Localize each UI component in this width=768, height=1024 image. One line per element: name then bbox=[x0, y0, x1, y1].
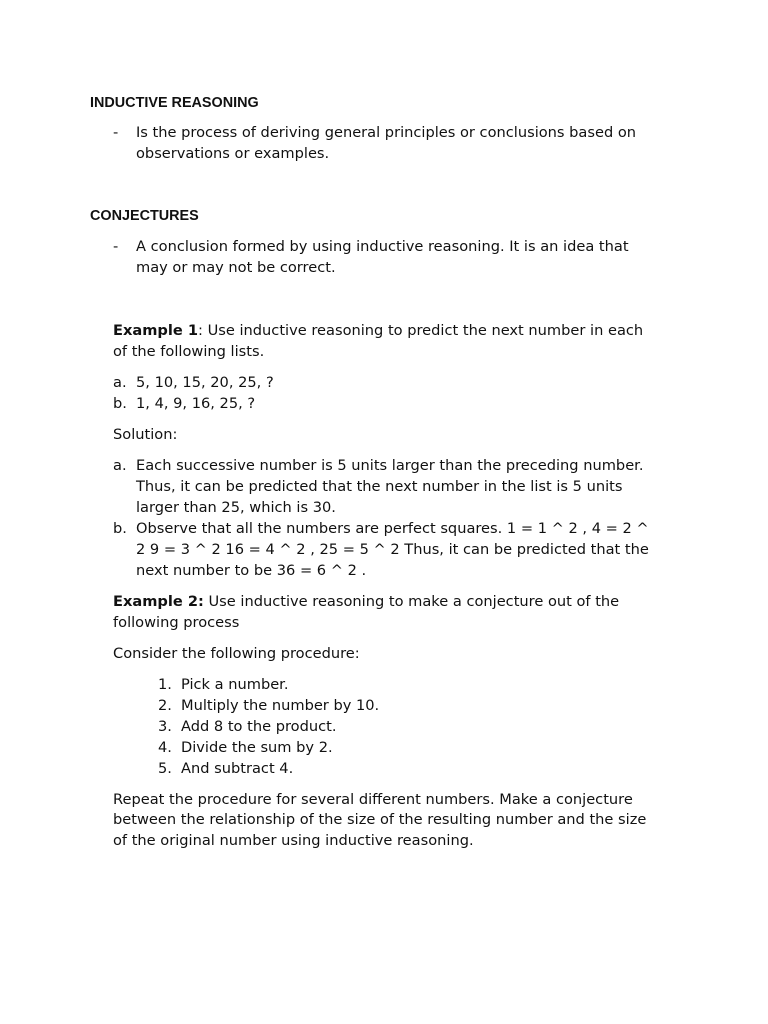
list-marker: a. bbox=[113, 457, 127, 474]
procedure-intro: Consider the following procedure: bbox=[113, 645, 360, 662]
heading-conjectures: CONJECTURES bbox=[90, 208, 199, 224]
example1-prompt-line bbox=[113, 320, 643, 341]
solution-line: Thus, it can be predicted that the next number in the list is 5 units bbox=[136, 478, 623, 495]
procedure-step: Divide the sum by 2. bbox=[181, 739, 333, 756]
number-list-item: 1, 4, 9, 16, 25, ? bbox=[136, 395, 256, 412]
procedure-step: And subtract 4. bbox=[181, 760, 294, 777]
definition-line: A conclusion formed by using inductive reasoning. It is an idea that bbox=[136, 238, 629, 255]
list-marker: a. bbox=[113, 374, 127, 391]
step-number: 5. bbox=[158, 760, 172, 777]
heading-inductive-reasoning: INDUCTIVE REASONING bbox=[90, 95, 259, 111]
step-number: 4. bbox=[158, 739, 172, 756]
example1-label: Example 1 bbox=[113, 322, 199, 339]
step-number: 3. bbox=[158, 718, 172, 735]
definition-line: Is the process of deriving general principles or conclusions based on bbox=[136, 124, 637, 141]
example2-prompt-text: Use inductive reasoning to make a conjecture out of the bbox=[203, 593, 620, 610]
solution-line: Observe that all the numbers are perfect squares. 1 = 1 ^ 2 , 4 = 2 ^ bbox=[136, 520, 649, 537]
closing-line: Repeat the procedure for several different numbers. Make a conjecture bbox=[113, 791, 633, 808]
solution-line: Each successive number is 5 units larger than the preceding number. bbox=[136, 457, 644, 474]
solution-line: 2 9 = 3 ^ 2 16 = 4 ^ 2 , 25 = 5 ^ 2 Thus, it can be predicted that the bbox=[136, 541, 649, 558]
procedure-step: Multiply the number by 10. bbox=[181, 697, 380, 714]
solution-label: Solution: bbox=[113, 426, 178, 443]
solution-line: next number to be 36 = 6 ^ 2 . bbox=[136, 562, 367, 579]
solution-line: larger than 25, which is 30. bbox=[136, 499, 336, 516]
bullet-dash: - bbox=[113, 238, 119, 255]
example2-prompt-line bbox=[113, 591, 619, 612]
closing-line: between the relationship of the size of the resulting number and the size bbox=[113, 811, 647, 828]
list-marker: b. bbox=[113, 520, 127, 537]
number-list-item: 5, 10, 15, 20, 25, ? bbox=[136, 374, 274, 391]
step-number: 1. bbox=[158, 676, 172, 693]
step-number: 2. bbox=[158, 697, 172, 714]
example2-prompt-line: following process bbox=[113, 614, 240, 631]
example2-label: Example 2: bbox=[113, 593, 204, 610]
definition-line: may or may not be correct. bbox=[136, 259, 336, 276]
bullet-dash: - bbox=[113, 124, 119, 141]
definition-line: observations or examples. bbox=[136, 145, 330, 162]
example1-prompt-line: of the following lists. bbox=[113, 343, 265, 360]
closing-line: of the original number using inductive reasoning. bbox=[113, 832, 474, 849]
list-marker: b. bbox=[113, 395, 127, 412]
procedure-step: Add 8 to the product. bbox=[181, 718, 337, 735]
procedure-step: Pick a number. bbox=[181, 676, 289, 693]
example1-prompt-text: : Use inductive reasoning to predict the next number in each bbox=[198, 322, 644, 339]
